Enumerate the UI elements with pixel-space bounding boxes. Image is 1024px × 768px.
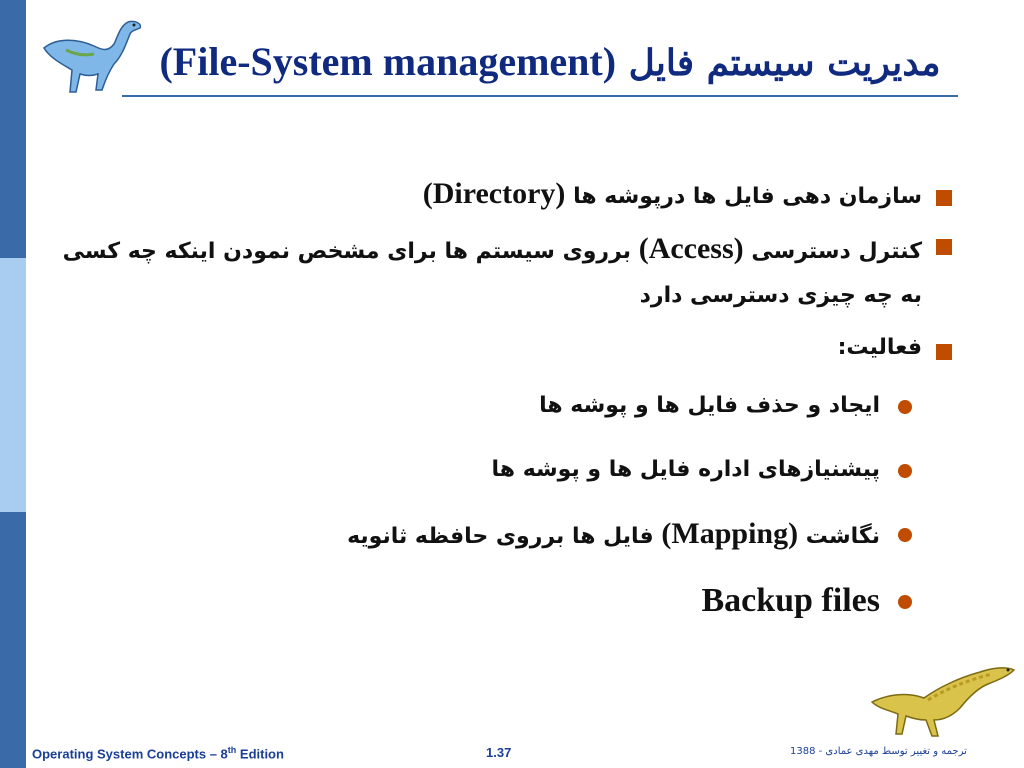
sub-bullet-backup <box>60 569 960 637</box>
slide-content <box>60 168 960 637</box>
footer-book-title <box>32 745 284 761</box>
bullet-directory <box>60 168 960 223</box>
footer-superscript: th <box>227 745 237 755</box>
sub-bullet-text: نگاشت <box>805 524 880 549</box>
title-divider <box>122 95 958 97</box>
dinosaur-icon <box>868 658 1018 740</box>
sub-bullet-mapping <box>60 502 960 569</box>
bullet-term: (Directory) <box>422 177 566 210</box>
bullet-activities <box>60 322 960 374</box>
side-bar-bottom <box>0 512 26 768</box>
bullet-text: سازمان دهی فایل ها درپوشه ها <box>573 184 922 209</box>
bullet-text: کنترل دسترسی <box>751 239 922 264</box>
footer-book-title-text: Operating System Concepts – 8 <box>32 746 228 762</box>
footer-translator: ترجمه و تغییر توسط مهدی عمادی - 1388 <box>790 746 967 757</box>
sub-bullet-text-continued: فایل ها برروی حافظه ثانویه <box>347 524 654 549</box>
bullet-text: فعالیت: <box>837 335 922 360</box>
sub-bullet-primitives <box>60 438 960 502</box>
bullet-term: (Access) <box>638 232 744 265</box>
title-english: (File-System management) <box>159 39 617 84</box>
side-bar-middle <box>0 258 26 512</box>
sub-bullet-text: پیشنیازهای اداره فایل ها و پوشه ها <box>491 457 880 482</box>
bullet-text-continued: برروی سیستم ها برای مشخص نمودن اینکه چه کسی به چه چیزی دسترسی دارد <box>62 239 922 308</box>
footer-edition: Edition <box>236 746 284 762</box>
sub-bullet-term: (Mapping) <box>661 517 799 550</box>
sub-bullet-text: ایجاد و حذف فایل ها و پوشه ها <box>539 393 880 418</box>
dinosaur-icon <box>36 8 146 98</box>
slide-title <box>140 38 960 85</box>
side-bar-top <box>0 0 26 258</box>
title-persian: مدیریت سیستم فایل <box>628 42 941 84</box>
sub-bullet-text: Backup files <box>701 582 880 619</box>
sub-bullet-create-delete <box>60 374 960 438</box>
page-number: 1.37 <box>486 745 512 760</box>
bullet-access <box>60 223 960 322</box>
